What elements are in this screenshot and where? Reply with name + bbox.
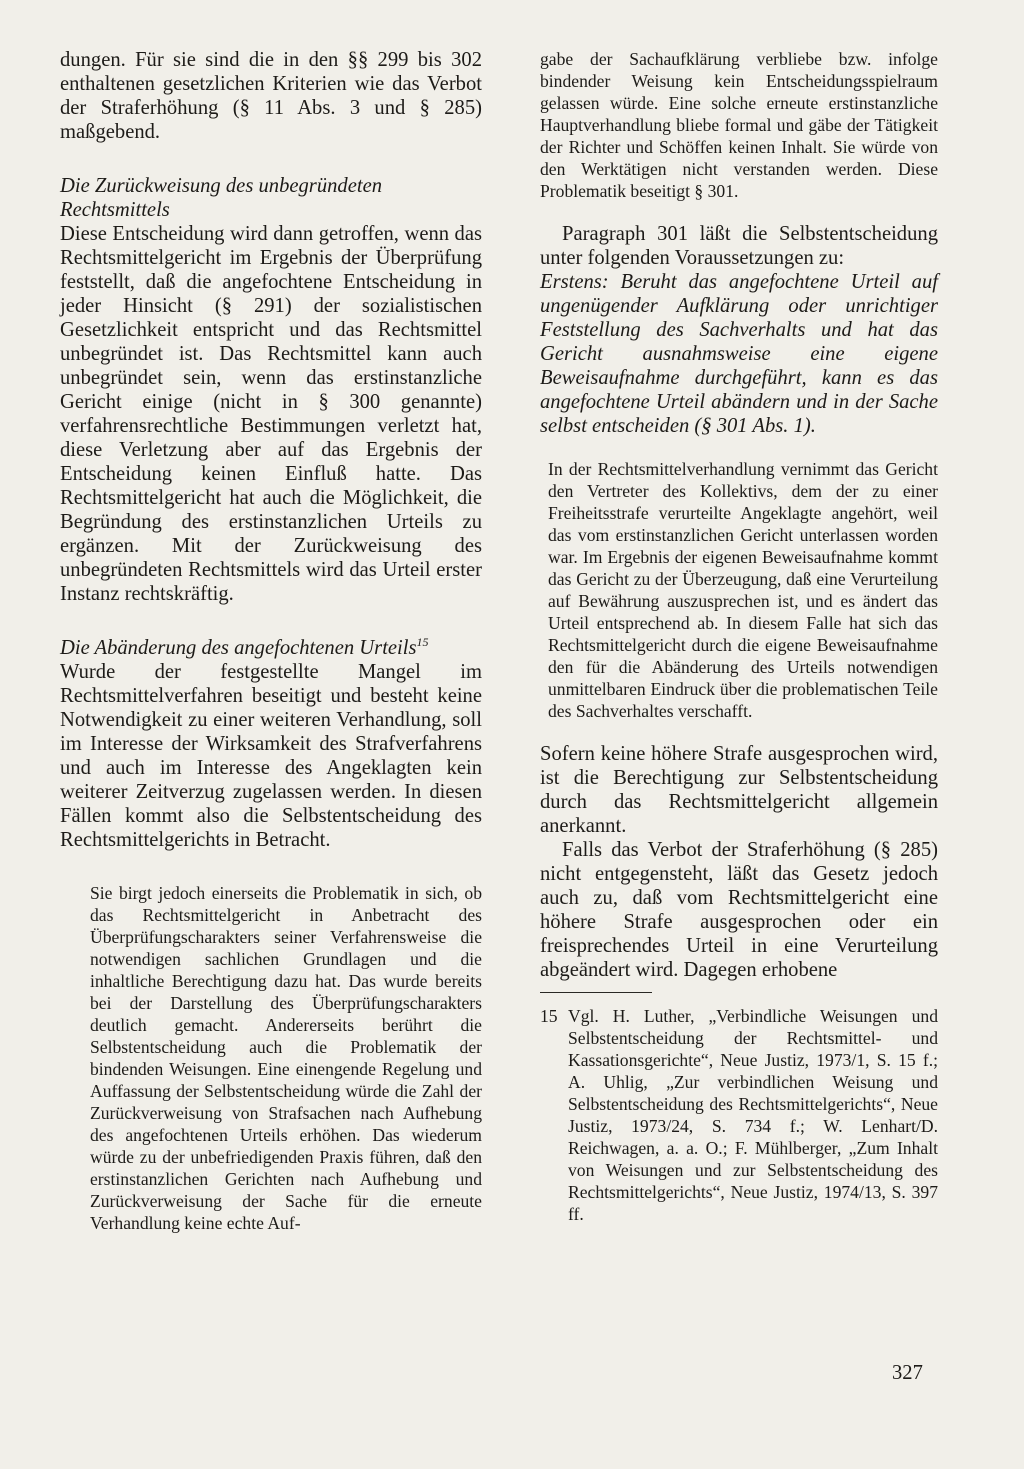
section-heading <box>60 636 482 660</box>
page-number: 327 <box>892 1362 923 1384</box>
paragraph: Wurde der festgestellte Mangel im Rechtsmittelverfahren beseitigt und besteht keine Notwendigkeit zu einer weiteren Verhandlung, soll im Interesse der Wirksamkeit des Strafverfahrens und auch im Interesse des Angeklagten kein weiterer Zeitverzug zugelassen werden. In diesen Fällen kommt also die Selbstentscheidung des Rechtsmittelgerichts in Betracht. <box>60 661 482 851</box>
paragraph: Sofern keine höhere Strafe ausgesprochen wird, ist die Berechtigung zur Selbstentscheidung durch das Rechtsmittelgericht allgemein anerkannt. <box>540 743 938 837</box>
paragraph: Paragraph 301 läßt die Selbstentscheidung unter folgenden Voraussetzungen zu: <box>540 223 938 269</box>
paragraph: dungen. Für sie sind die in den §§ 299 bis 302 enthaltenen gesetzlichen Kriterien wie das Verbot der Straferhöhung (§ 11 Abs. 3 und § 285) maßgebend. <box>60 49 482 143</box>
footnote-text: Vgl. H. Luther, „Verbindliche Weisungen und Selbstentscheidung der Rechtsmittel- und Kassationsgerichte“, Neue Justiz, 1973/1, S. 15 f.; A. Uhlig, „Zur verbindlichen Weisung und Selbstentscheidung des Rechtsmittelgerichts“, Neue Justiz, 1973/24, S. 734 f.; W. Lenhart/D. Reichwagen, a. a. O.; F. Mühlberger, „Zum Inhalt von Weisungen und zur Selbstentscheidung des Rechtsmittelgerichts“, Neue Justiz, 1974/13, S. 397 ff. <box>568 1006 938 1224</box>
footnote-reference: 15 <box>416 635 429 650</box>
right-column <box>540 48 938 1225</box>
paragraph: Diese Entscheidung wird dann getroffen, wenn das Rechtsmittelgericht im Ergebnis der Überprüfung feststellt, daß die angefochtene Entscheidung in jeder Hinsicht (§ 291) der sozialistischen Gesetzlichkeit entspricht und das Rechtsmittel unbegründet ist. Das Rechtsmittel kann auch unbegründet sein, wenn das erstinstanzliche Gericht einige (nicht in § 300 genannte) verfahrensrechtliche Bestimmungen verletzt hat, diese Verletzung aber auf das Ergebnis der Entscheidung keinen Einfluß hatte. Das Rechtsmittelgericht hat auch die Möglichkeit, die Begründung des erstinstanzlichen Urteils zu ergänzen. Mit der Zurückweisung des unbegründeten Rechtsmittels wird das Urteil erster Instanz rechtskräftig. <box>60 223 482 605</box>
paragraph-emphasis: Erstens: Beruht das angefochtene Urteil auf ungenügender Aufklärung oder unrichtiger Feststellung des Sachverhalts und hat das Gericht ausnahmsweise eine eigene Beweisaufnahme durchgeführt, kann es das angefochtene Urteil abändern und in der Sache selbst entscheiden (§ 301 Abs. 1). <box>540 271 938 437</box>
left-column <box>60 48 482 1234</box>
section-heading-text: Die Abänderung des angefochtenen Urteils <box>60 637 417 659</box>
section-heading: Die Zurückweisung des unbegründeten Rechtsmittels <box>60 175 383 221</box>
paragraph-small: Sie birgt jedoch einerseits die Problematik in sich, ob das Rechtsmittelgericht in Anbetracht des Überprüfungscharakters seiner Verfahrensweise die notwendigen sachlichen Grundlagen und die inhaltliche Berechtigung dazu hat. Das wurde bereits bei der Darstellung des Überprüfungscharakters deutlich gemacht. Andererseits berührt die Selbstentscheidung auch die Problematik der bindenden Weisungen. Eine einengende Regelung und Auffassung der Selbstentscheidung würde die Zahl der Zurückverweisung von Strafsachen nach Aufhebung des angefochtenen Urteils erhöhen. Das wiederum würde zu der unbefriedigenden Praxis führen, daß den erstinstanzlichen Gerichten nach Aufhebung und Zurückverweisung der Sache für die erneute Verhandlung keine echte Auf- <box>90 883 482 1233</box>
paragraph: Falls das Verbot der Straferhöhung (§ 285) nicht entgegensteht, läßt das Gesetz jedoch auch zu, daß vom Rechtsmittelgericht eine höhere Strafe ausgesprochen oder ein freisprechendes Urteil in eine Verurteilung abgeändert wird. Dagegen erhobene <box>540 839 938 981</box>
example-block <box>540 458 938 722</box>
paragraph-small: gabe der Sachaufklärung verbliebe bzw. infolge bindender Weisung kein Entscheidungsspielraum gelassen würde. Eine solche erneute erstinstanzliche Hauptverhandlung bliebe formal und gäbe der Tätigkeit der Richter und Schöffen keinen Inhalt. Sie würde von den Werktätigen nicht verstanden werden. Diese Problematik beseitigt § 301. <box>540 49 938 201</box>
footnote <box>540 1005 938 1225</box>
indented-block <box>60 882 482 1234</box>
footnote-divider <box>540 992 652 993</box>
footnote-number: 15 <box>540 1006 558 1026</box>
paragraph-small: In der Rechtsmittelverhandlung vernimmt das Gericht den Vertreter des Kollektivs, dem der zu einer Freiheitsstrafe verurteilte Angeklagte angehört, weil das vom erstinstanzlichen Gericht unterlassen worden war. Im Ergebnis der eigenen Beweisaufnahme kommt das Gericht zu der Überzeugung, daß eine Verurteilung auf Bewährung auszusprechen ist, und es ändert das Urteil entsprechend ab. In diesem Falle hat sich das Rechtsmittelgericht durch die eigene Beweisaufnahme den für die Abänderung des Urteils notwendigen unmittelbaren Eindruck über die problematischen Teile des Sachverhaltes verschafft. <box>548 459 938 721</box>
